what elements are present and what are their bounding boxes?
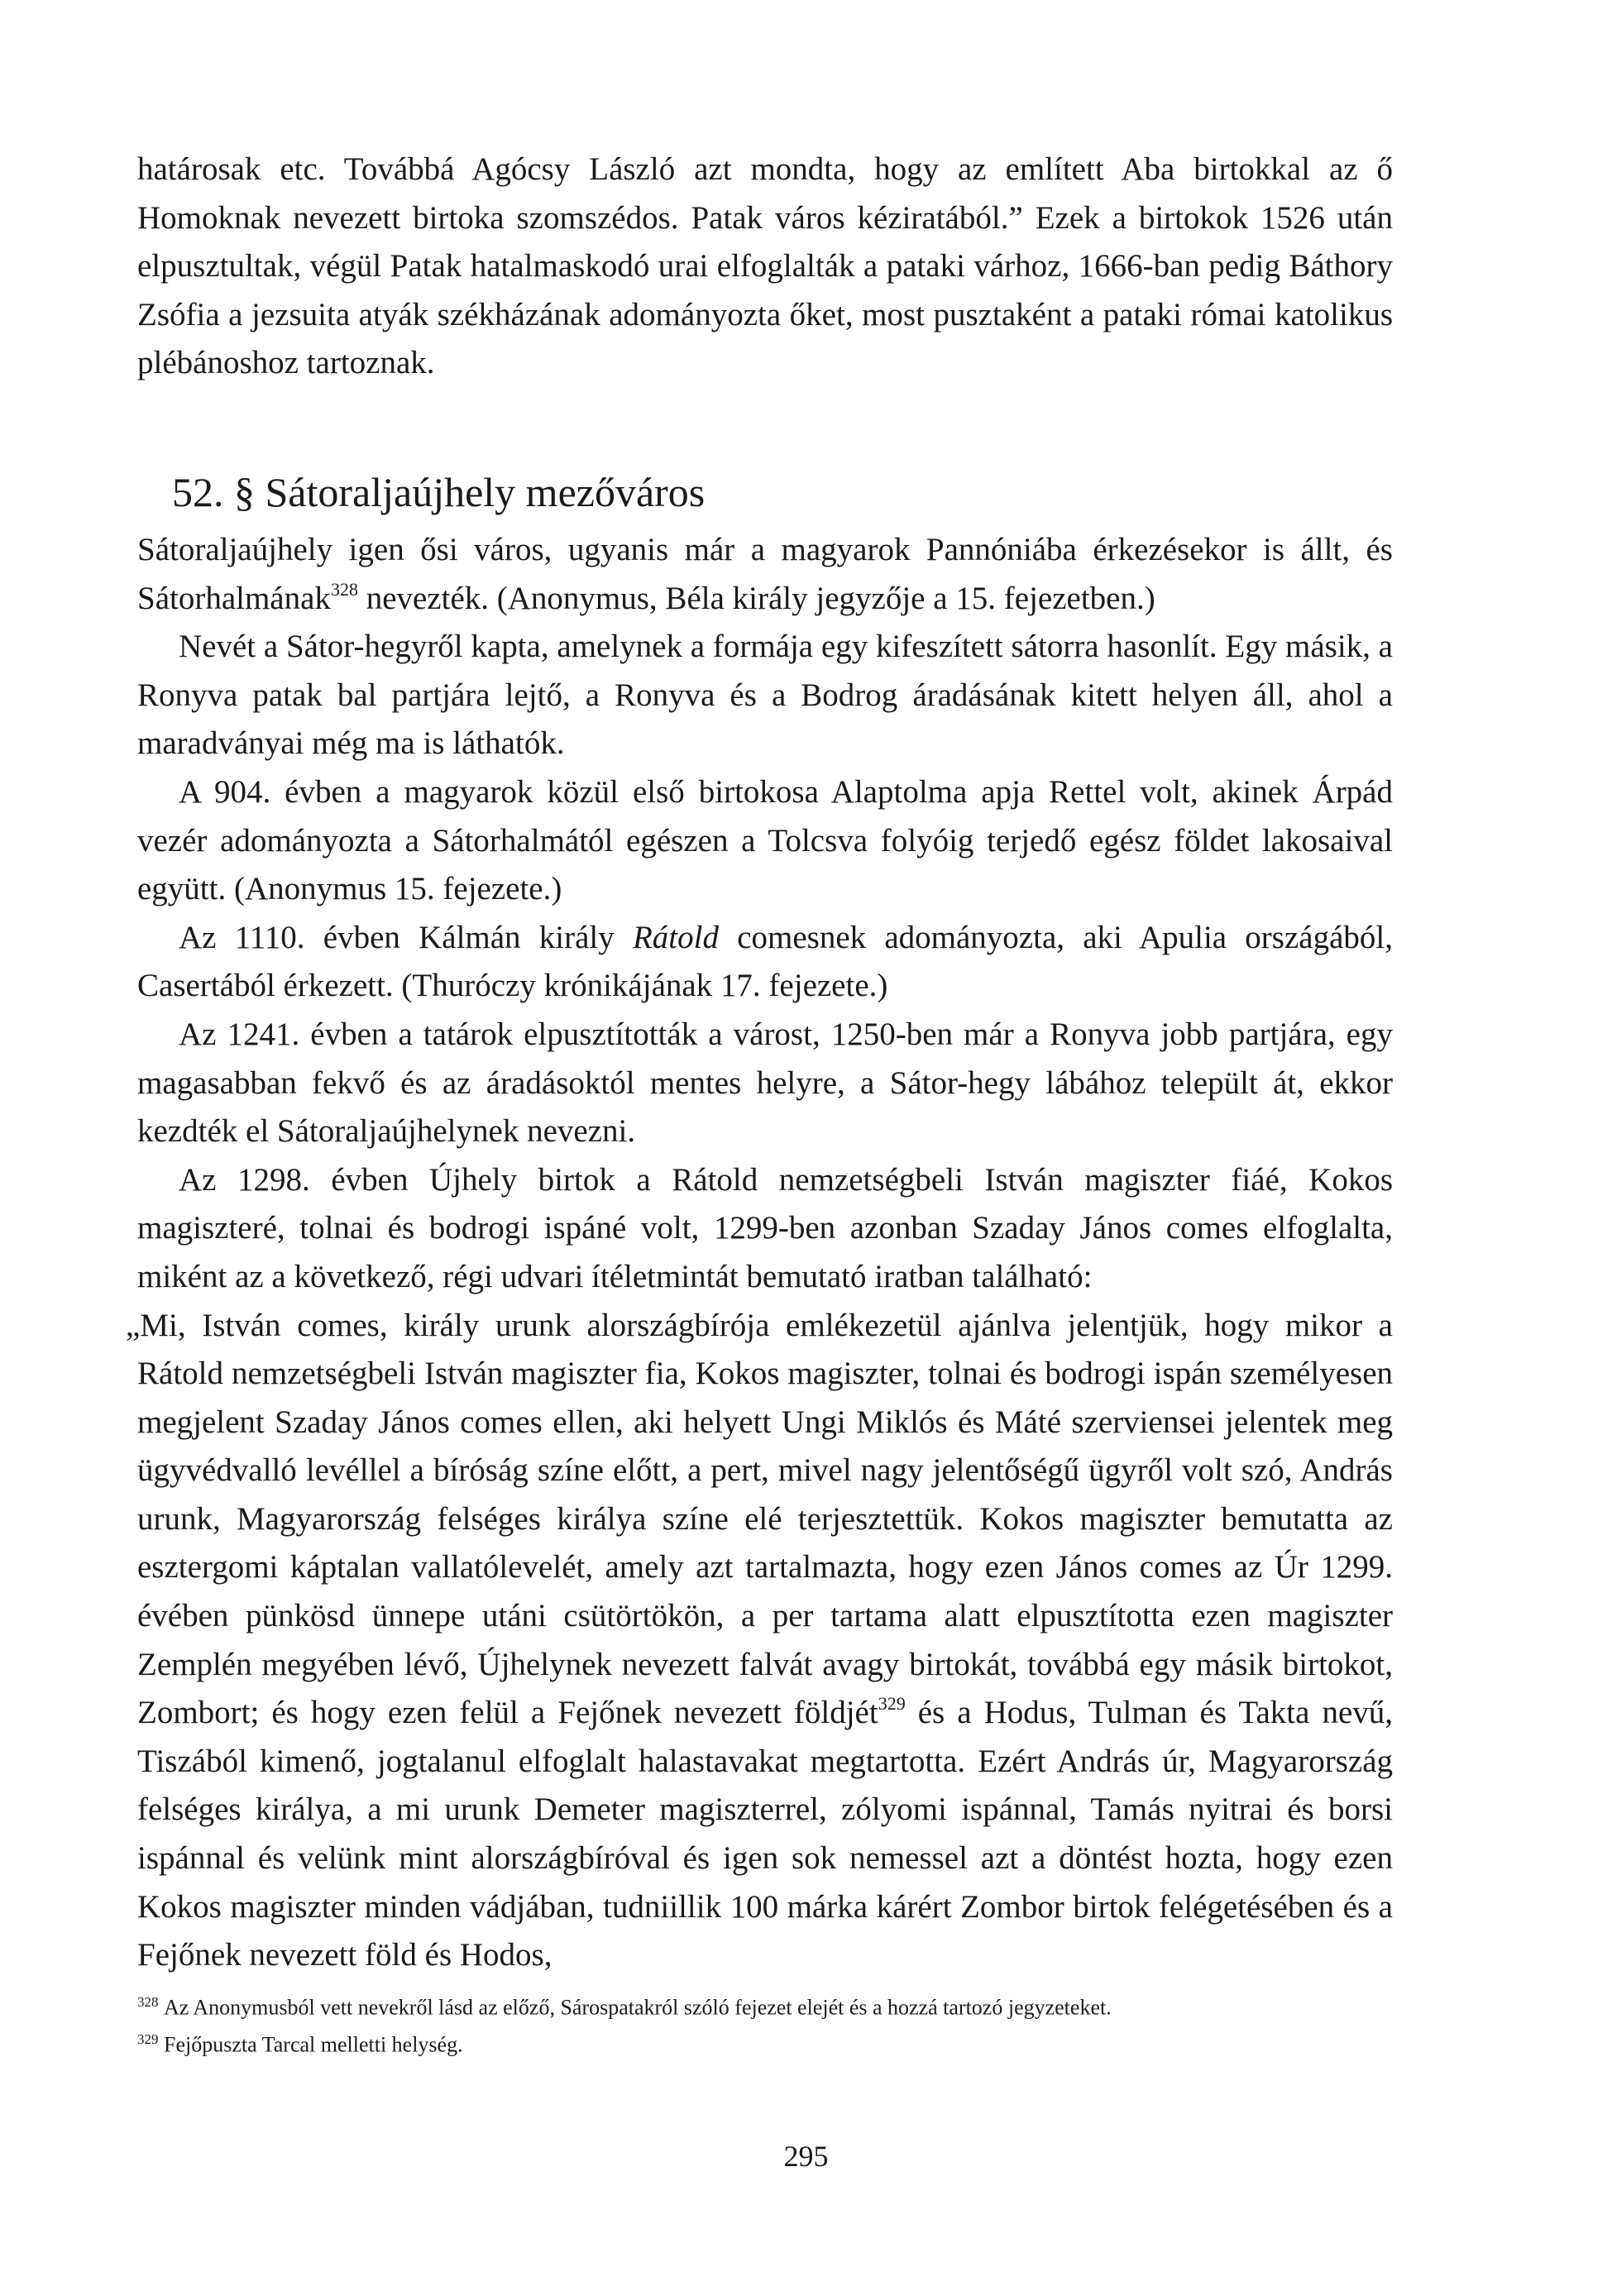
page-number: 295 [783, 2140, 829, 2173]
paragraph-5: Az 1241. évben a tatárok elpusztították a várost, 1250-ben már a Ronyva jobb partjára, egy magasabban fekvő és az áradásoktól mentes helyre, a Sátor-hegy lábához települt át, ekkor kezdték el Sátoraljaújhelynek nevezni. [137, 1016, 1393, 1150]
italic-name: Rátold [632, 919, 719, 955]
paragraph-2: Nevét a Sátor-hegyről kapta, amelynek a formája egy kifeszített sátorra hasonlít. Egy másik, a Ronyva patak bal partjára lejtő, a Ronyva és a Bodrog áradásának kitett helyen áll, ahol a maradványai még ma is láthatók. [137, 629, 1393, 762]
paragraph-6: Az 1298. évben Újhely birtok a Rátold nemzetségbeli István magiszter fiáé, Kokos magiszteré, tolnai és bodrogi ispáné volt, 1299-ben azonban Szaday János comes elfoglalta, miként az a következő, régi udvari ítéletmintát bemutató iratban található: [137, 1161, 1393, 1294]
intro-text: határosak etc. Továbbá Agócsy László azt mondta, hogy az említett Aba birtokkal az ő Homoknak nevezett birtoka szomszédos. Patak város kéziratából.” Ezek a birtokok 1526 után elpusztultak, végül Patak hatalmaskodó urai elfoglalták a pataki várhoz, 1666-ban pedig Báthory Zsófia a jezsuita atyák székházának adományozta őket, most pusztaként a pataki római katolikus plébánoshoz tartoznak. [137, 151, 1393, 381]
footnote-ref-329: 329 [878, 1693, 906, 1715]
quoted-document: „Mi, István comes, király urunk alországbírója emlékezetül ajánlva jelentjük, hogy mikor a Rátold nemzetségbeli István magiszter fia, Kokos magiszter, tolnai és bodrogi ispán személyesen megjelent Szaday János comes ellen, aki helyett Ungi Miklós és Máté szerviensei jelentek meg ügyvédvalló levéllel a bíróság színe előtt, a pert, mivel nagy jelentőségű ügyről volt szó, András urunk, Magyarország felséges királya színe elé terjesztettük. Kokos magiszter bemutatta az esztergomi káptalan vallatólevelét, amely azt tartalmazta, hogy ezen János comes az Úr 1299. évében pünkösd ünnepe utáni csütörtökön, a per tartama alatt elpusztította ezen magiszter Zemplén megyében lévő, Újhelynek nevezett falvát avagy birtokát, továbbá egy másik birtokot, Zombort; és hogy ezen felül a Fejőnek nevezett földjét$^{329}$ és a Hodus, Tulman és Takta nevű, Tiszából kimenő, jogtalanul elfoglalt halastavakat megtartotta. Ezért András úr, Magyarország felséges királya, a mi urunk Demeter magiszterrel, zólyomi ispánnal, Tamás nyitrai és borsi ispánnal és velünk mint alországbíróval és igen sok nemessel azt a döntést hozta, hogy ezen Kokos magiszter minden vádjában, tudniillik 100 márka kárért Zombor birtok felégetésében és a Fejőnek nevezett föld és Hodos, [126, 1307, 1394, 1973]
paragraph-3: A 904. évben a magyarok közül első birtokosa Alaptolma apja Rettel volt, akinek Árpád vezér adományozta a Sátorhalmától egészen a Tolcsva folyóig terjedő egész földet lakosaival együtt. (Anonymus 15. fejezete.) [137, 773, 1393, 907]
section-body [126, 526, 1394, 1980]
section-heading: 52. § Sátoraljaújhely mezőváros [172, 469, 706, 515]
footnote-ref-328: 328 [330, 578, 358, 600]
intro-paragraph [137, 146, 1393, 388]
paragraph-1: Sátoraljaújhely igen ősi város, ugyanis már a magyarok Pannóniába érkezésekor is állt, és Sátorhalmának$^{328}$ nevezték. (Anonymus, Béla király jegyzője a 15. fejezetben.) [137, 532, 1393, 616]
footnote-328: 328 Az Anonymusból vett nevekről lásd az előző, Sárospatakról szóló fejezet elejét és a hozzá tartozó jegyzeteket. [137, 1994, 1112, 2020]
footnotes [137, 1987, 1393, 2060]
footnote-329: 329 Fejőpuszta Tarcal melletti helység. [137, 2031, 463, 2057]
paragraph-4: Az 1110. évben Kálmán király Rátold comesnek adományozta, aki Apulia országából, Casertából érkezett. (Thuróczy krónikájának 17. fejezete.) [137, 919, 1393, 1004]
